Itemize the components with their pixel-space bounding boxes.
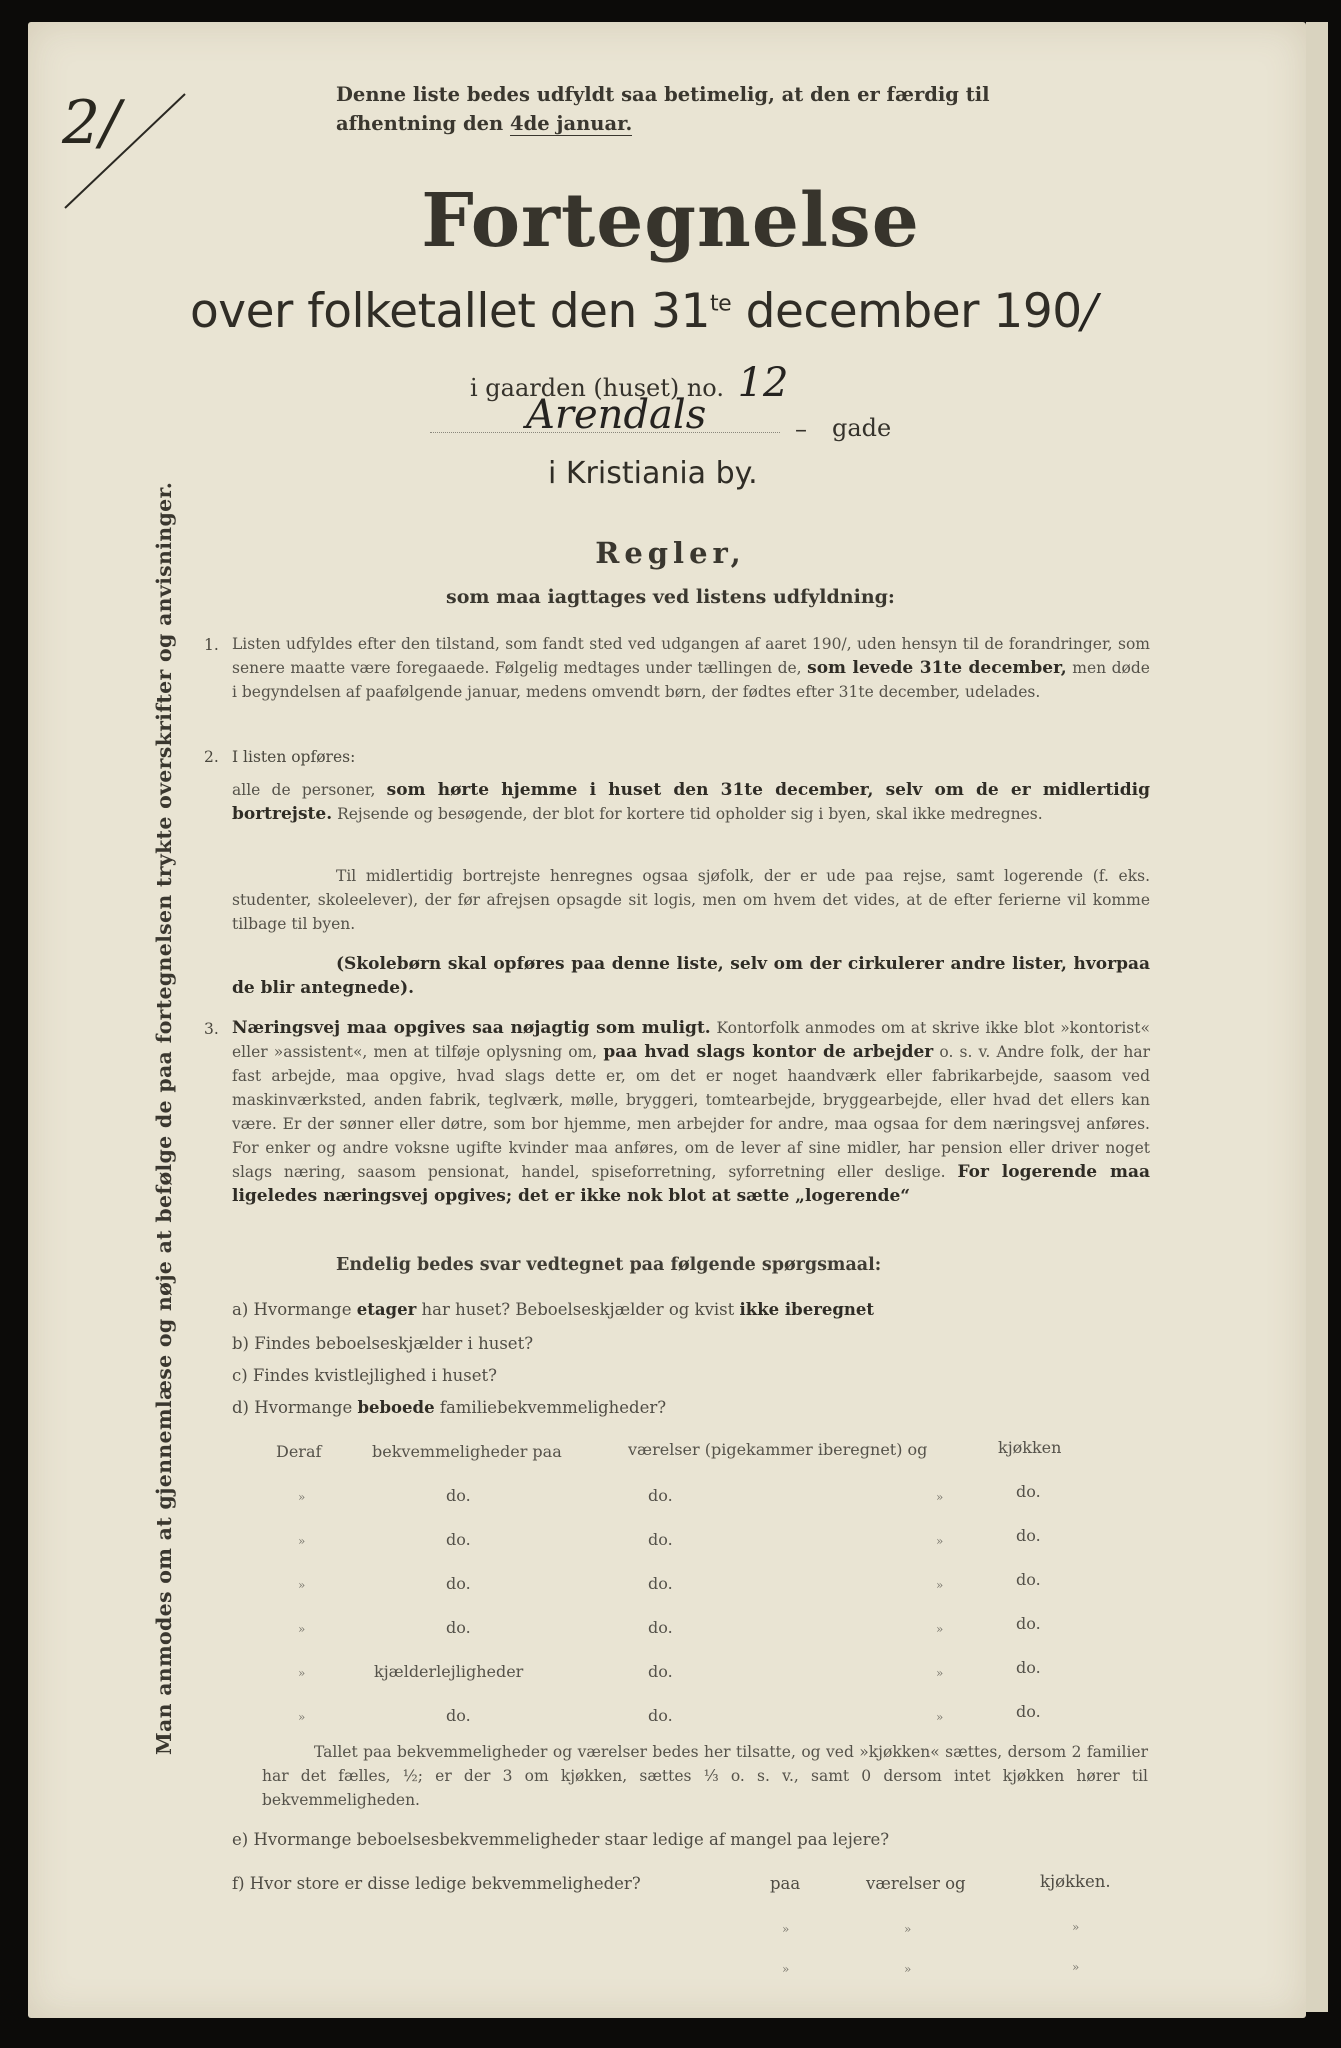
ditto-mark: »: [1072, 1920, 1080, 1934]
question-d: [232, 1398, 666, 1417]
question-a-bold-2: ikke iberegnet: [739, 1300, 875, 1319]
ditto-mark: »: [298, 1710, 306, 1724]
city-line: i Kristiania by.: [548, 456, 758, 491]
rule-2-paragraph-3: (Skolebørn skal opføres paa denne liste, selv om der cirkulerer andre lister, hvorpaa de blir antegnede).: [232, 954, 1150, 998]
page-subtitle: [190, 284, 1097, 339]
rule-2-paragraph-2: Til midlertidig bortrejste henregnes ogsaa sjøfolk, der er ude paa rejse, samt logerende (f. eks. studenter, skoleelever), der før afrejsen opsagde sit logis, men om hvem det vides, at de efter ferierne vil komme tilbage til byen.: [232, 867, 1150, 933]
rule-2-a: alle de personer,: [232, 781, 376, 799]
rule-3-d: o. s. v. Andre folk, der har fast arbejde, maa opgive, hvad slags dette er, om det er noget haandværk eller fabrikarbejde, saasom ved maskinværksted, anden fabrik, teglværk, mølle, bryggeri, tomtearbejde, bryggearbejde, eller hvad det ellers kan være. Er der sønner eller døtre, som bor hjemme, men arbejder for andre, maa ogsaa for dem næringsvej anføres. For enker og andre voksne ugifte kvinder maa anføres, om de lever af sine midler, har pension eller driver noget slags næring, saasom pensionat, handel, spiseforretning, syforretning eller deslige.: [232, 1043, 1150, 1181]
page-title: Fortegnelse: [421, 178, 920, 264]
ditto-do: do.: [648, 1574, 673, 1593]
table-head-vaerelser: værelser (pigekammer iberegnet) og: [628, 1440, 928, 1459]
rooms-note: Tallet paa bekvemmeligheder og værelser bedes her tilsatte, og ved »kjøkken« sættes, dersom 2 familier har det fælles, ½; er der 3 om kjøkken, sættes ⅓ o. s. v., samt 0 dersom intet kjøkken hører til bekvemmeligheden.: [262, 1743, 1148, 1809]
ditto-do: do.: [648, 1706, 673, 1725]
ditto-mark: »: [904, 1962, 912, 1976]
rule-2-heading: I listen opføres:: [232, 748, 356, 766]
ditto-mark: »: [936, 1710, 944, 1724]
ditto-mark: »: [298, 1578, 306, 1592]
ditto-do: do.: [648, 1662, 673, 1681]
table-head-kitchen: kjøkken: [998, 1438, 1062, 1457]
rule-1-c: men døde i begyndelsen af paafølgende januar, medens omvendt børn, der fødtes efter 31te december, udelades.: [232, 659, 1150, 701]
question-e: e) Hvormange beboelsesbekvemmeligheder staar ledige af mangel paa lejere?: [232, 1830, 890, 1849]
side-instruction-text: Man anmodes om at gjennemlæse og nøje at befølge de paa fortegnelsen trykte overskrifter og anvisninger.: [152, 481, 176, 1755]
street-suffix: gade: [832, 414, 892, 442]
question-d-post: familiebekvemmeligheder?: [439, 1398, 667, 1417]
ditto-mark: »: [298, 1622, 306, 1636]
ditto-do: do.: [446, 1706, 471, 1725]
question-a-pre: a) Hvormange: [232, 1300, 352, 1319]
handwritten-mark: 2/: [62, 88, 121, 158]
ditto-mark: »: [298, 1534, 306, 1548]
rule-2-text: [232, 778, 1150, 826]
house-number-label: i gaarden (huset) no.: [470, 374, 724, 402]
ditto-mark: »: [782, 1922, 790, 1936]
notice-line-2-prefix: afhentning den: [336, 112, 504, 135]
ditto-mark: »: [298, 1666, 306, 1680]
question-d-bold: beboede: [357, 1398, 435, 1417]
rules-heading: Regler,: [595, 536, 746, 570]
ditto-do: do.: [648, 1618, 673, 1637]
ditto-do: do.: [1016, 1482, 1041, 1501]
ditto-mark: »: [782, 1962, 790, 1976]
rule-1-number: 1.: [204, 636, 219, 654]
rule-3-text: [232, 1016, 1150, 1208]
notice-line-1: Denne liste bedes udfyldt saa betimelig, at den er færdig til: [336, 83, 990, 106]
question-f-paa: paa: [770, 1874, 801, 1893]
question-a-bold: etager: [356, 1300, 417, 1319]
question-f-vaerelser: værelser og: [866, 1874, 966, 1893]
ditto-do: do.: [446, 1530, 471, 1549]
table-head-deraf: Deraf: [276, 1442, 322, 1461]
rule-2-c: Rejsende og besøgende, der blot for kortere tid opholder sig i byen, skal ikke medregnes.: [337, 805, 1043, 823]
notice-date: 4de januar.: [510, 112, 633, 135]
basement-dwellings-label: kjælderlejligheder: [374, 1662, 524, 1681]
question-d-pre: d) Hvormange: [232, 1398, 353, 1417]
ditto-do: do.: [1016, 1570, 1041, 1589]
rule-3-e: For logerende maa ligeledes næringsvej opgives; det er ikke nok blot at sætte „logerende“: [232, 1162, 1150, 1206]
delivery-notice: [336, 80, 990, 138]
rule-3-number: 3.: [204, 1020, 219, 1038]
rule-1-a: Listen udfyldes efter den tilstand, som fandt sted ved udgangen af aaret 190/, uden hensyn til de forandringer, som senere maatte være foregaaede. Følgelig medtages under tællingen de,: [232, 635, 1150, 677]
question-f: f) Hvor store er disse ledige bekvemmeligheder?: [232, 1874, 641, 1893]
question-a: [232, 1300, 874, 1319]
street-name-handwritten: Arendals: [526, 392, 707, 438]
handwritten-year-digit: /: [1081, 284, 1097, 339]
question-a-mid: har huset? Beboelseskjælder og kvist: [421, 1300, 735, 1319]
ditto-do: do.: [446, 1618, 471, 1637]
ditto-do: do.: [446, 1486, 471, 1505]
subtitle-sup: te: [709, 291, 732, 317]
rule-3-b: Kontorfolk anmodes om at skrive ikke blot »kontorist« eller »assistent«, men at tilføje oplysning om,: [232, 1019, 1150, 1061]
table-head-rooms: bekvemmeligheder paa: [372, 1442, 562, 1461]
ditto-do: do.: [446, 1574, 471, 1593]
page-edge: [1306, 22, 1328, 2012]
ditto-mark: »: [936, 1578, 944, 1592]
questions-intro: Endelig bedes svar vedtegnet paa følgende spørgsmaal:: [336, 1255, 882, 1275]
ditto-mark: »: [936, 1622, 944, 1636]
ditto-do: do.: [648, 1486, 673, 1505]
subtitle-prefix: over folketallet den 31: [190, 284, 710, 339]
ditto-do: do.: [1016, 1702, 1041, 1721]
house-number-value: 12: [737, 360, 789, 406]
ditto-mark: »: [1072, 1960, 1080, 1974]
question-b: b) Findes beboelseskjælder i huset?: [232, 1334, 534, 1353]
question-f-kitchen: kjøkken.: [1040, 1872, 1111, 1891]
ditto-mark: »: [298, 1490, 306, 1504]
subtitle-suffix: december 190: [745, 284, 1082, 339]
rules-subheading: som maa iagttages ved listens udfyldning:: [446, 586, 895, 608]
ditto-do: do.: [648, 1530, 673, 1549]
ditto-mark: »: [936, 1666, 944, 1680]
rule-2-b: som hørte hjemme i huset den 31te december, selv om de er midlertidig bortrejste.: [232, 780, 1150, 824]
rule-3-c: paa hvad slags kontor de arbejder: [603, 1042, 934, 1062]
ditto-do: do.: [1016, 1614, 1041, 1633]
ditto-do: do.: [1016, 1658, 1041, 1677]
rule-3-a: Næringsvej maa opgives saa nøjagtig som muligt.: [232, 1018, 711, 1038]
rule-1-text: [232, 632, 1150, 704]
question-c: c) Findes kvistlejlighed i huset?: [232, 1366, 497, 1385]
ditto-mark: »: [904, 1922, 912, 1936]
rule-2-number: 2.: [204, 748, 219, 766]
ditto-do: do.: [1016, 1526, 1041, 1545]
ditto-mark: »: [936, 1534, 944, 1548]
notice-line-2: [336, 109, 990, 138]
rule-1-b: som levede 31te december,: [807, 658, 1067, 678]
ditto-mark: »: [936, 1490, 944, 1504]
